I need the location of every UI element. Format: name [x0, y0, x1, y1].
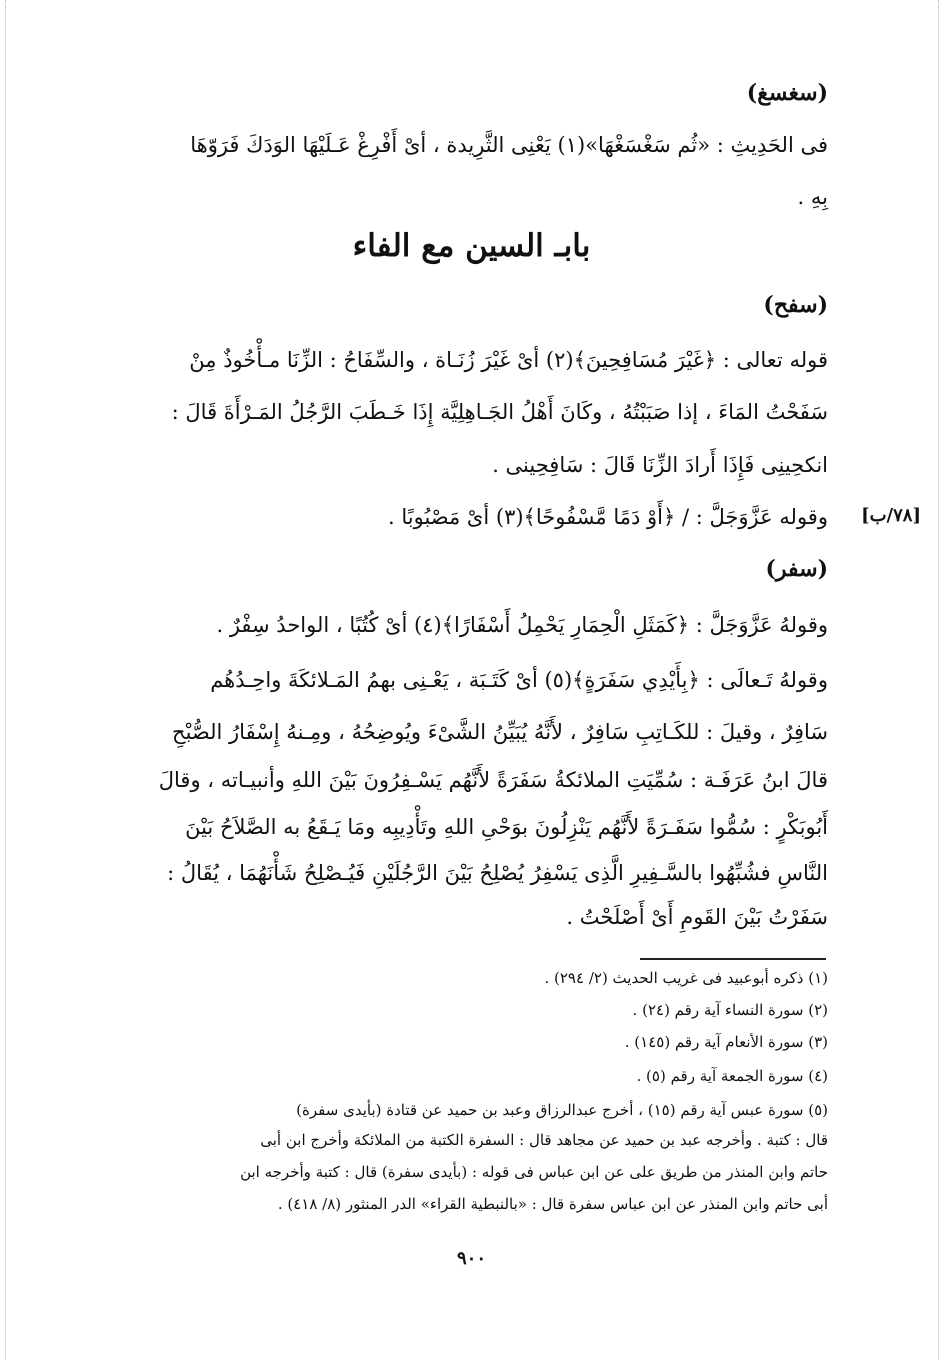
- text-line: وقولهُ عَزَّوَجَلَّ : ﴿كَمَثَلِ الْحِمَارِ يَحْمِلُ أَسْفَارًا﴾(٤) أىْ كُتُبًا ، الواحدُ سِفْرٌ .: [216, 613, 828, 637]
- scan-edge-left: [5, 0, 6, 1360]
- text-line: وقولهُ تَـعالَى : ﴿بِأَيْدِي سَفَرَةٍ﴾(٥) أىْ كَتَـبَة ، يَعْـنِى بهمُ المَـلائكَةَ واحِـدُهُم: [210, 668, 828, 692]
- text-line: بِهِ .: [797, 185, 828, 209]
- text-line: سَفَرْتُ بَيْنَ القَومِ أَىْ أَصْلَحْتُ .: [566, 905, 828, 929]
- heading-safah: (سفح): [763, 292, 828, 318]
- text-line: قالَ ابنُ عَرَفَـة : سُمِّيَتِ الملائكةُ سَفَرَةً لأَنَّهُم يَسْـفِرُونَ بَيْنَ اللهِ وأنبيـاته ، وقالَ: [158, 768, 828, 792]
- heading-saghsagh: (سغسغ): [746, 80, 828, 106]
- footnote: (٣) سورة الأنعام آية رقم (١٤٥) .: [624, 1033, 828, 1051]
- text-line: سَفَحْتُ المَاءَ ، إذا صَبَبْتُهُ ، وكَانَ أَهْلُ الجَـاهِلِيَّة إِذَا خَـطَبَ الرَّجُلُ المَـرْأَةَ قَالَ :: [171, 400, 828, 424]
- text-line: سَافِرٌ ، وقيلَ : للكَـاتِبِ سَافِرٌ ، لأَنَّهُ يُبَيِّنُ الشَّىْءَ ويُوضِحُهُ ، ومِـنهُ إِسْفَارُ الصُّبْحِ: [172, 720, 828, 744]
- margin-folio-note: [٧٨/ب]: [861, 505, 921, 526]
- footnote: حاتم وابن المنذر من طريق على عن ابن عباس فى قوله : (بأيدى سفرة) قال : كتبة وأخرجه ابن: [240, 1163, 828, 1181]
- footnote-separator: [640, 958, 826, 960]
- footnote: أبى حاتم وابن المنذر عن ابن عباس سفرة قال : «بالنبطية القراء» الدر المنثور (٨/ ٤١٨) .: [277, 1195, 828, 1213]
- text-line: قوله تعالى : ﴿غَيْرَ مُسَافِحِينَ﴾(٢) أىْ غَيْرَ زُنَـاة ، والسِّفَاحُ : الزِّنَا مـأْخُوذٌ مِنْ: [189, 348, 828, 372]
- text-line: النَّاسِ فشُبِّهُوا بالسَّـفِيرِ الَّذِى يَسْفِرُ يُصْلِحُ بَيْنَ الرَّجُلَيْنِ فَيُـصْلِحُ شَأْنَهُمَا ، يُقَالُ :: [167, 861, 828, 885]
- text-line: أَبُوبَكْرٍ : سُمُّوا سَفَـرَةً لأَنَّهُم يَنْزِلُونَ بوَحْىِ اللهِ وتَأْدِيبِه ومَا يَـقَعُ به الصَّلاَحُ بَيْنَ: [185, 815, 828, 839]
- chapter-title: بابـ السين مع الفاء: [352, 228, 591, 264]
- footnote: (٥) سورة عبس آية رقم (١٥) ، أخرج عبدالرزاق وعبد بن حميد عن قتادة (بأيدى سفرة): [296, 1101, 828, 1119]
- footnote: (٢) سورة النساء آية رقم (٢٤) .: [632, 1001, 828, 1019]
- footnote: قال : كتبة . وأخرجه عبد بن حميد عن مجاهد قال : السفرة الكتبة من الملائكة وأخرج ابن أبى: [260, 1131, 828, 1149]
- footnote: (١) ذكره أبوعبيد فى غريب الحديث (٢/ ٢٩٤) .: [544, 969, 828, 987]
- text-line: وقوله عَزَّوَجَلَّ : / ﴿أَوْ دَمًا مَّسْفُوحًا﴾(٣) أىْ مَصْبُوبًا .: [388, 505, 828, 529]
- footnote: (٤) سورة الجمعة آية رقم (٥) .: [636, 1067, 828, 1085]
- scan-edge-right: [938, 0, 939, 1360]
- page-number: ٩٠٠: [456, 1248, 486, 1269]
- text-line: فى الحَدِيثِ : «ثُم سَغْسَغْهَا»(١) يَعْنِى الثَّرِيدة ، أىْ أَفْرِغْ عَـلَيْهَا الوَدَكَ فَرَوّهَا: [190, 133, 828, 157]
- text-line: انكحِينِى فَإِذَا أَرادَ الزِّنَا قَالَ : سَافِحِينى .: [492, 453, 828, 477]
- heading-safar: (سفر): [765, 556, 828, 582]
